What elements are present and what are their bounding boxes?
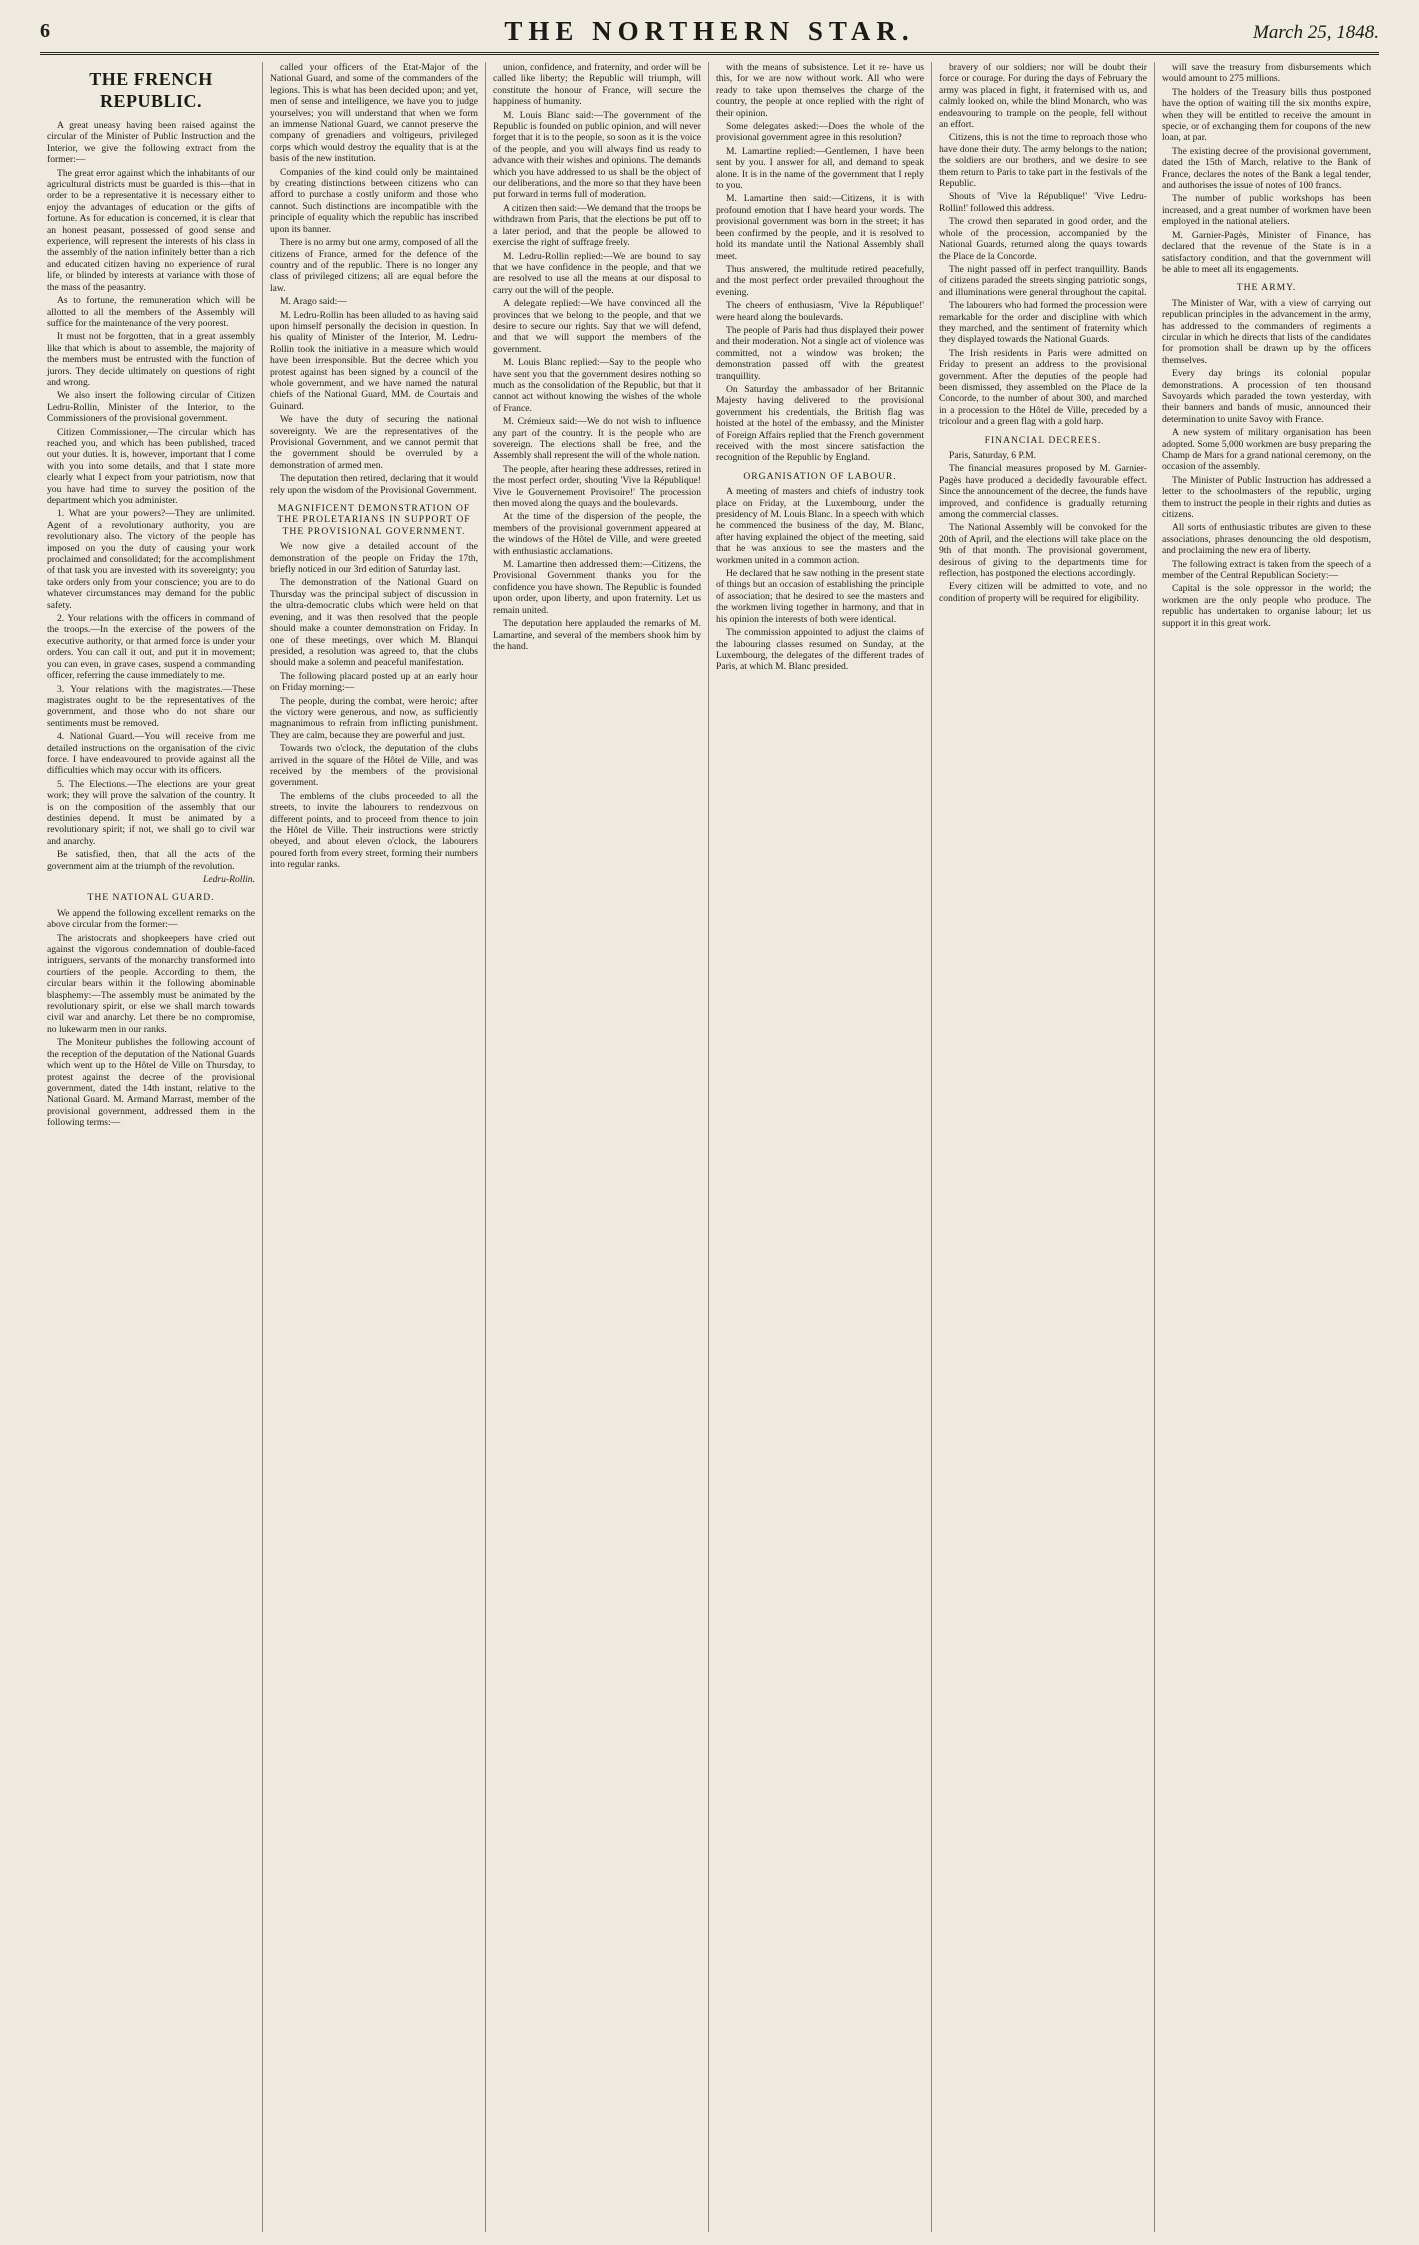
article-paragraph: The following extract is taken from the speech of a member of the Central Republican Society:— [1162,558,1371,582]
paragraph-group [1162,62,1371,275]
article-paragraph: 4. National Guard.—You will receive from me detailed instructions on the organisation of the civic force. I have endeavoured to provide against all the difficulties which may occur with its officers. [47,731,255,777]
article-columns [40,62,1379,2232]
paragraph-group [939,450,1147,604]
article-paragraph: The aristocrats and shopkeepers have cried out against the vigorous condemnation of double-faced intriguers, servants of the monarchy transformed into courtiers of the people. According to them, the circular bears within it the following abominable blasphemy:—The assembly must be animated by the revolutionary spirit, or else we shall march towards civil war and anarchy. Let there be no compromise, no lukewarm men in our ranks. [47,932,255,1035]
article-paragraph: M. Crémieux said:—We do not wish to influence any part of the country. It is the people who are sovereign. The elections shall be free, and the Assembly shall represent the will of the whole nation. [493,416,701,462]
article-paragraph: The emblems of the clubs proceeded to all the streets, to invite the labourers to rendezvous on different points, and to proceed from thence to join the Hôtel de Ville. Their instructions were strictly obeyed, and about eleven o'clock, the labourers poured forth from every street, forming their numbers into regular ranks. [270,790,478,871]
article-paragraph: At the time of the dispersion of the people, the members of the provisional government appeared at the windows of the Hôtel de Ville, and were greeted with enthusiastic acclamations. [493,511,701,557]
article-paragraph: Be satisfied, then, that all the acts of the government aim at the triumph of the revolution. [47,849,255,872]
article-paragraph: The National Assembly will be convoked for the 20th of April, and the elections will take place on the 9th of that month. The provisional government, desirous of giving to the departments time for reflection, has postponed the elections accordingly. [939,522,1147,580]
article-paragraph: union, confidence, and fraternity, and order will be called like liberty; the Republic will triumph, will constitute the honour of France, will secure the happiness of humanity. [493,62,701,108]
article-paragraph: We also insert the following circular of Citizen Ledru-Rollin, Minister of the Interior, to the Commissioners of the provisional government. [47,390,255,425]
column-4 [709,62,932,2232]
article-paragraph: The demonstration of the National Guard on Thursday was the principal subject of discussion in the ultra-democratic clubs which were held on that evening, and it was then resolved that the people should make a counter demonstration on Friday. In one of these meetings, over which M. Blanqui presided, a resolution was agreed to, that the clubs should make a solemn and peaceful manifestation. [270,577,478,669]
article-paragraph: 2. Your relations with the officers in command of the troops.—In the exercise of the powers of the executive authority, or that armed force is under your orders. You can call it out, and put it in movement; you can even, in grave cases, suspend a commanding officer, referring the cause immediately to me. [47,613,255,682]
article-paragraph: The following placard posted up at an early hour on Friday morning:— [270,670,478,694]
signature: Ledru-Rollin. [203,874,255,885]
paragraph-group [47,120,255,872]
article-paragraph: The labourers who had formed the procession were remarkable for the order and discipline with which they marched, and the sentiment of fraternity which they displayed towards the National Guards. [939,300,1147,346]
article-paragraph: The Minister of Public Instruction has addressed a letter to the schoolmasters of the republic, urging them to instruct the people in their rights and duties as citizens. [1162,474,1371,521]
article-paragraph: A delegate replied:—We have convinced all the provinces that we belong to the people, and that we desire to secure our rights. Say that we will defend, and that we will support the members of the government. [493,298,701,355]
article-paragraph: A meeting of masters and chiefs of industry took place on Friday, at the Luxembourg, under the presidency of M. Louis Blanc. In a speech with which he commenced the business of the day, M. Blanc, after having explained the object of the meeting, said that he was anxious to see the masters and the workmen united in a common action. [716,486,924,566]
paragraph-group [939,62,1147,428]
article-paragraph: The people, during the combat, were heroic; after the victory were generous, and now, as sufficiently magnanimous to refrain from inflicting punishment. They are calm, because they are powerful and just. [270,695,478,741]
article-paragraph: Companies of the kind could only be maintained by creating distinctions between citizens who can afford to purchase a costly uniform and those who cannot. Such distinctions are incompatible with the principle of equality which the republic has inscribed upon its banner. [270,166,478,235]
article-paragraph: M. Ledru-Rollin replied:—We are bound to say that we have confidence in the people, and that we are resolved to use all the means at our disposal to carry out the will of the people. [493,250,701,296]
masthead [40,14,1379,55]
article-paragraph: will save the treasury from disbursements which would amount to 275 millions. [1162,62,1371,85]
newspaper-title: THE NORTHERN STAR. [504,16,915,46]
article-paragraph: A great uneasy having been raised against the circular of the Minister of Public Instruction and the Interior, we give the following extract from the former:— [47,120,255,166]
article-paragraph: M. Lamartine then addressed them:—Citizens, the Provisional Government thanks you for the confidence you have shown. The Republic is founded upon order, upon liberty, and upon fraternity. Let us remain united. [493,559,701,616]
article-paragraph: 5. The Elections.—The elections are your great work; they will prove the salvation of the country. It is on the composition of the assembly that our destinies depend. It must be animated by a revolutionary spirit; if not, we shall go to civil war and anarchy. [47,778,255,847]
article-paragraph: The financial measures proposed by M. Garnier-Pagès have produced a decidedly favourable effect. Since the announcement of the decree, the funds have improved, and confidence is gradually returning among the commercial classes. [939,463,1147,521]
article-paragraph: The people of Paris had thus displayed their power and their moderation. Not a single act of violence was committed, not a window was broken; the demonstration passed off with the greatest tranquillity. [716,324,924,382]
article-paragraph: Towards two o'clock, the deputation of the clubs arrived in the square of the Hôtel de Ville, and was received by the members of the provisional government. [270,743,478,789]
article-paragraph: M. Lamartine replied:—Gentlemen, I have been sent by you. I answer for all, and demand to speak alone. It is in the name of the government that I reply to you. [716,145,924,192]
article-paragraph: with the means of subsistence. Let it re- have us this, for we are now without work. All who were ready to take upon themselves the charge of the country, the people at once replied with the right of their opinion. [716,62,924,119]
article-paragraph: Paris, Saturday, 6 P.M. [949,450,1037,461]
article-paragraph: The Moniteur publishes the following account of the reception of the deputation of the National Guards which went up to the Hôtel de Ville on Thursday, to protest against the decree of the provisional government, dated the 14th instant, relative to the National Guard. M. Armand Marrast, member of the provisional government, addressed them in the following terms:— [47,1037,255,1129]
article-paragraph: As to fortune, the remuneration which will be allotted to all the members of the Assembly will suffice for the maintenance of the very poorest. [47,295,255,329]
column-1 [40,62,263,2232]
article-paragraph: Every day brings its colonial popular demonstrations. A procession of ten thousand Savoyards which paraded the town yesterday, with their banners and bands of music, announced their determination to unite Savoy with France. [1162,368,1371,425]
article-paragraph: A new system of military organisation has been adopted. Some 5,000 workmen are busy preparing the Champ de Mars for a grand national ceremony, on the occasion of the assembly. [1162,427,1371,473]
sub-heading: THE NATIONAL GUARD. [87,892,215,904]
article-paragraph: The Irish residents in Paris were admitted on Friday to present an address to the provisional government. After the deputies of the people had been dismissed, they assembled on the Place de la Concorde, to the number of about 300, and marched in a procession to the Hôtel de Ville, preceded by a tricolour and a green flag with a gold harp. [939,347,1147,428]
article-paragraph: The Minister of War, with a view of carrying out republican principles in the advancement in the army, has addressed to the commanders of regiments a circular in which he directs that lists of the candidates for promotion shall be drawn up by the officers themselves. [1162,297,1371,366]
article-paragraph: M. Louis Blanc said:—The government of the Republic is founded on public opinion, and will never forget that it is to the people, so soon as it is the voice of the people, and you will always find us ready to advance with their wishes and opinions. The demands which you have addressed to us shall be the object of our deliberations, and the more so that they have been put forward in terms full of moderation. [493,109,701,201]
article-paragraph: M. Arago said:— [280,296,347,308]
sub-heading: THE ARMY. [1236,282,1297,294]
article-paragraph: Some delegates asked:—Does the whole of the provisional government agree in this resolution? [716,121,924,144]
article-paragraph: A citizen then said:—We demand that the troops be withdrawn from Paris, that the elections be put off to a later period, and that the people be allowed to exercise the right of suffrage freely. [493,202,701,249]
article-paragraph: Citizens, this is not the time to reproach those who have done their duty. The army belongs to the nation; the soldiers are our brothers, and we desire to see them return to Paris to take part in the festivals of the Republic. [939,132,1147,190]
paragraph-group [270,62,478,496]
article-paragraph: Thus answered, the multitude retired peacefully, and the most perfect order prevailed throughout the evening. [716,263,924,298]
article-paragraph: The existing decree of the provisional government, dated the 15th of March, relative to the Bank of France, declares the notes of the Bank a legal tender, and authorises the issue of notes of 100 francs. [1162,145,1371,192]
article-paragraph: The deputation then retired, declaring that it would rely upon the wisdom of the Provisional Government. [270,473,478,496]
article-paragraph: We append the following excellent remarks on the above circular from the former:— [47,907,255,931]
article-paragraph: bravery of our soldiers; nor will be doubt their force or courage. For during the days of February the army was placed in fight, it fraternised with us, and calmly looked on, while the blind Monarch, who was endeavouring to trample on the people, fell without an effort. [939,62,1147,131]
article-paragraph: Citizen Commissioner,—The circular which has reached you, and which has been published, traced out your duties. It is, however, important that I come with you into some details, and that I state more clearly what I expect from your patriotism, now that you have had time to survey the position of the department which you administer. [47,426,255,506]
article-paragraph: All sorts of enthusiastic tributes are given to these associations, phrases denouncing the old despotism, and proclaiming the new era of liberty. [1162,522,1371,557]
paragraph-group [1162,298,1371,629]
article-paragraph: 1. What are your powers?—They are unlimited. Agent of a revolutionary authority, you are revolutionary also. The victory of the people has imposed on you the duty of causing your work proclaimed and consolidated; for the accomplishment of that task you are invested with its sovereignty; you take orders only from your conscience; you are to do whatever circumstances may demand for the public safety. [47,508,255,611]
article-paragraph: The deputation here applauded the remarks of M. Lamartine, and several of the members shook him by the hand. [493,618,701,652]
paragraph-group [47,908,255,1129]
article-paragraph: Capital is the sole oppressor in the world; the workmen are the only people who produce. The republic has undertaken to organise labour; let us support it in this great work. [1162,583,1371,629]
section-heading: THE FRENCH REPUBLIC. [89,69,213,111]
article-paragraph: The number of public workshops has been increased, and a great number of workmen have been employed in the national ateliers. [1162,193,1371,228]
article-paragraph: Every citizen will be admitted to vote, and no condition of property will be required for eligibility. [939,581,1147,604]
article-paragraph: The crowd then separated in good order, and the whole of the procession, accompanied by the National Guards, returned along the quays towards the Place de la Concorde. [939,216,1147,262]
article-paragraph: There is no army but one army, composed of all the citizens of France, armed for the defence of the country and of the republic. There is no longer any class of privileged citizens; all are equal before the law. [270,237,478,294]
article-paragraph: M. Lamartine then said:—Citizens, it is with profound emotion that I have heard your words. The provisional government was born in the street; it has been confirmed by the people, and it is resolved to hold its mandate until the National Assembly shall meet. [716,193,924,262]
article-paragraph: The commission appointed to adjust the claims of the labouring classes resumed on Sunday, at the Luxembourg, the delegates of the different trades of Paris, at which M. Blanc presided. [716,627,924,673]
page-number: 6 [40,20,51,42]
article-paragraph: called your officers of the Etat-Major of the National Guard, and some of the commanders of the legions. This is what has been decided upon; and yet, men of sense and intelligence, we have you to judge yourselves; you will understand that when we form an immense National Guard, we cannot preserve the company of grenadiers and voltigeurs, privileged corps which would destroy the equality that is at the basis of the new institution. [270,62,478,165]
article-paragraph: He declared that he saw nothing in the present state of things but an occasion of establishing the principle of association; that he desired to see the masters and the workmen living together in harmony, and that in his opinion the interests of both were identical. [716,568,924,625]
sub-heading: MAGNIFICENT DEMONSTRATION OF THE PROLETARIANS IN SUPPORT OF THE PROVISIONAL GOVERNMENT. [277,503,471,537]
article-paragraph: On Saturday the ambassador of her Britannic Majesty having delivered to the provisional government his credentials, the British flag was hoisted at the hotel of the embassy, and the Minister of Foreign Affairs replied that the French government received with the most sincere satisfaction the recognition of the Republic by England. [716,383,924,464]
paragraph-group [716,62,924,464]
article-paragraph: We now give a detailed account of the demonstration of the people on Friday the 17th, briefly noticed in our 3rd edition of Saturday last. [270,541,478,576]
article-paragraph: M. Louis Blanc replied:—Say to the people who have sent you that the government desires nothing so much as the consolidation of the Republic, but that it cannot act without knowing the wishes of the whole of France. [493,357,701,414]
article-paragraph: The people, after hearing these addresses, retired in the most perfect order, shouting 'Vive la République! Vive le Gouvernement Provisoire!' The procession then moved along the quays and the boulevards. [493,463,701,510]
article-paragraph: Shouts of 'Vive la République!' 'Vive Ledru-Rollin!' followed this address. [939,191,1147,214]
paragraph-group [716,486,924,673]
article-paragraph: The cheers of enthusiasm, 'Vive la République!' were heard along the boulevards. [716,300,924,323]
sub-heading: ORGANISATION OF LABOUR. [743,470,897,482]
issue-date: March 25, 1848. [1253,22,1379,43]
column-2 [263,62,486,2232]
article-paragraph: We have the duty of securing the national sovereignty. We are the representatives of the Provisional Government, and we cannot permit that the government should be overruled by a demonstration of armed men. [270,414,478,471]
article-paragraph: The night passed off in perfect tranquillity. Bands of citizens paraded the streets singing patriotic songs, and illuminations were general throughout the capital. [939,263,1147,298]
article-paragraph: 3. Your relations with the magistrates.—These magistrates ought to be the representatives of the government, and those who do not share our sentiments must be removed. [47,683,255,729]
column-6 [1155,62,1378,2232]
article-paragraph: M. Garnier-Pagès, Minister of Finance, has declared that the revenue of the State is in a satisfactory condition, and that the government will be able to meet all its engagements. [1162,229,1371,275]
article-paragraph: The holders of the Treasury bills thus postponed have the option of waiting till the six months expire, when they will be entitled to receive the amount in specie, or of exchanging them for coupons of the new loan, at par. [1162,86,1371,144]
article-paragraph: It must not be forgotten, that in a great assembly like that which is about to assemble, the majority of the members must be entrusted with the function of jurors. They decide ultimately on questions of right and wrong. [47,331,255,388]
column-5 [932,62,1155,2232]
article-paragraph: M. Ledru-Rollin has been alluded to as having said upon himself personally the decision in question. In his quality of Minister of the Interior, M. Ledru-Rollin took the initiative in a measure which would have been irresponsible. But the decree which you protest against has been signed by a council of the whole government, and we have named the natural chiefs of the National Guard, MM. de Courtais and Guinard. [270,309,478,412]
column-3 [486,62,709,2232]
article-paragraph: The great error against which the inhabitants of our agricultural districts must be guarded is this—that in order to be a representative it is necessary either to enjoy the advantages of education or the gifts of fortune. As for education is concerned, it is clear that an honest peasant, possessed of good sense and experience, will represent the interests of his class in the assembly of the nation infinitely better than a rich and educated citizen having no experience of rural life, or blinded by interests at variance with those of the mass of the peasantry. [47,167,255,293]
sub-heading: FINANCIAL DECREES. [984,434,1102,446]
paragraph-group [270,541,478,870]
paragraph-group [493,62,701,652]
